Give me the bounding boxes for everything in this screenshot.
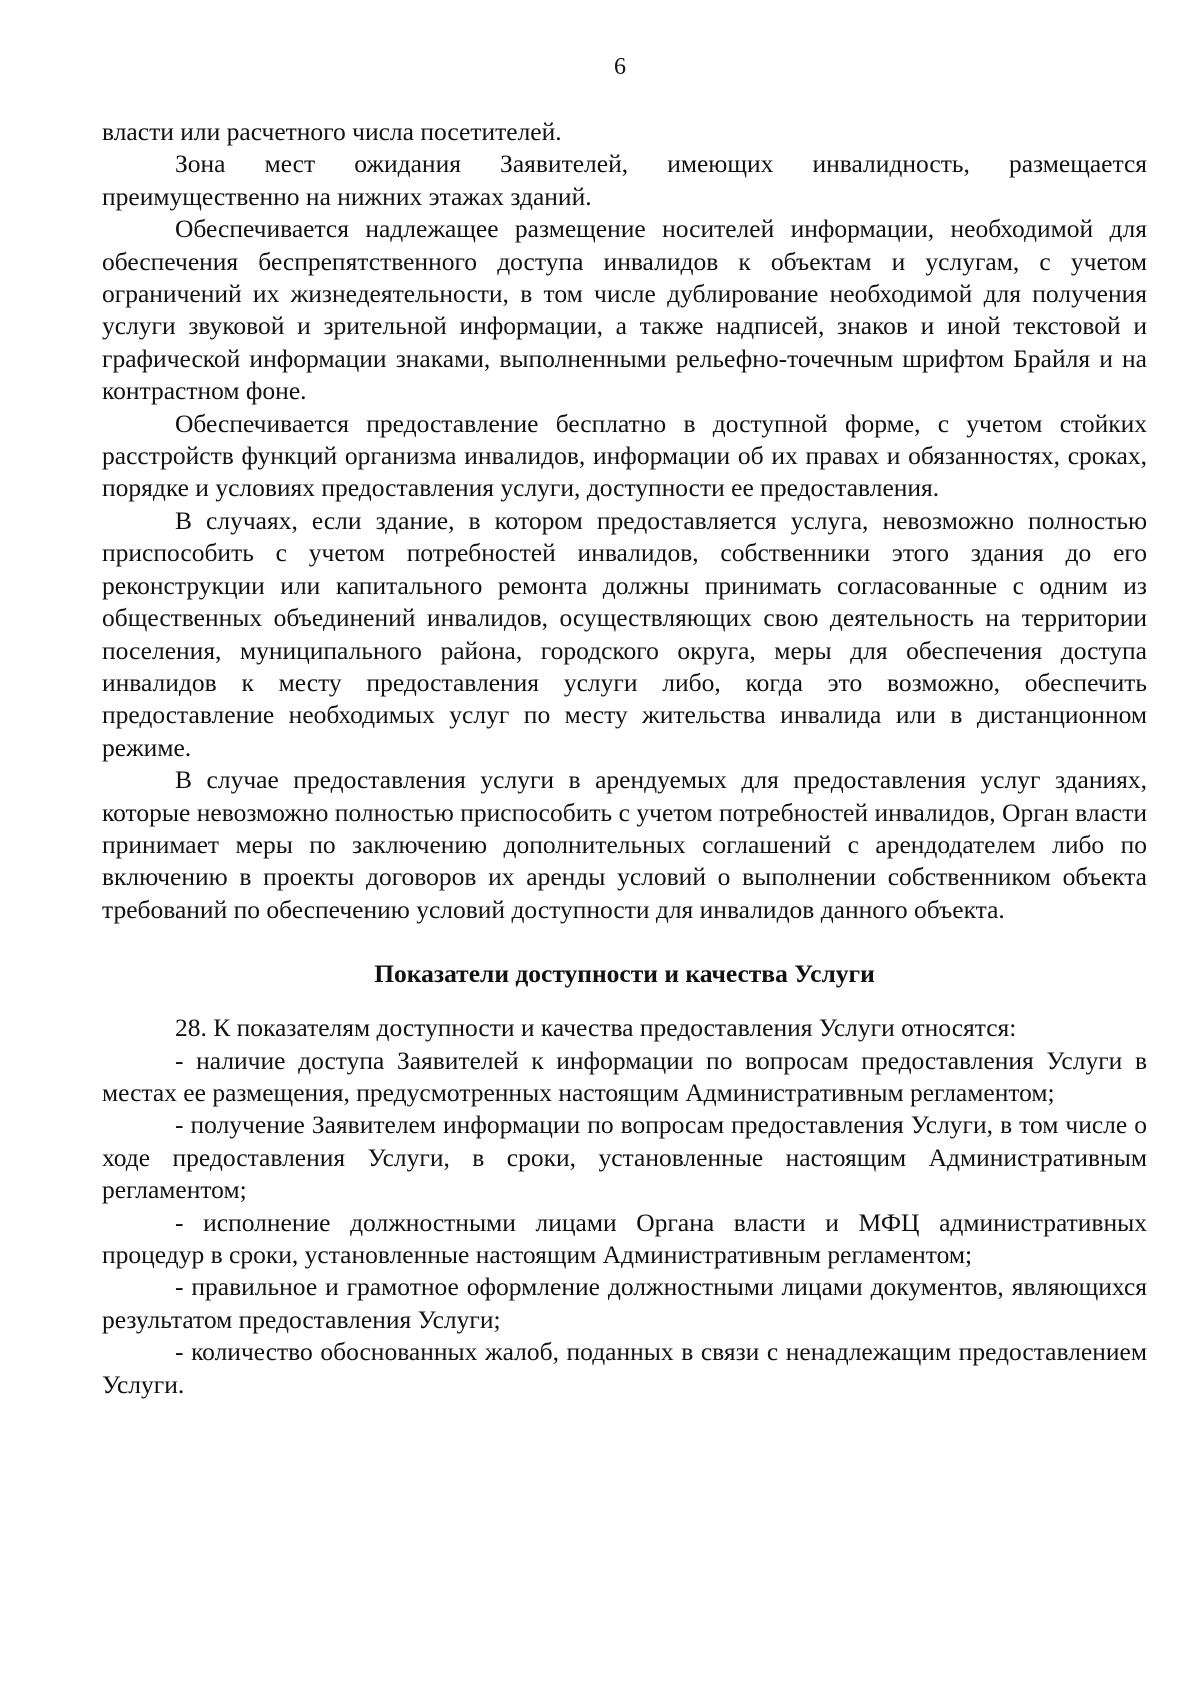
- list-item: - наличие доступа Заявителей к информации по вопросам предоставления Услуги в местах ее размещения, предусмотренных настоящим Административным регламентом;: [102, 1045, 1147, 1107]
- list-item: - правильное и грамотное оформление должностными лицами документов, являющихся результатом предоставления Услуги;: [102, 1272, 1147, 1334]
- paragraph: власти или расчетного числа посетителей.: [102, 117, 562, 146]
- paragraph: В случаях, если здание, в котором предоставляется услуга, невозможно полностью приспособить с учетом потребностей инвалидов, собственники этого здания до его реконструкции или капитального ремонта должны принимать согласованные с одним из общественных объединений инвалидов, осуществляющих свою деятельность на территории поселения, муниципального района, городского округа, меры для обеспечения доступа инвалидов к месту предоставления услуги либо, когда это возможно, обеспечить предоставление необходимых услуг по месту жительства инвалида или в дистанционном режиме.: [102, 505, 1147, 762]
- paragraph: В случае предоставления услуги в арендуемых для предоставления услуг зданиях, которые невозможно полностью приспособить с учетом потребностей инвалидов, Орган власти принимает меры по заключению дополнительных соглашений с арендодателем либо по включению в проекты договоров их аренды условий о выполнении собственником объекта требований по обеспечению условий доступности для инвалидов данного объекта.: [102, 765, 1147, 924]
- section-heading: Показатели доступности и качества Услуги: [374, 959, 875, 989]
- list-item: - исполнение должностными лицами Органа власти и МФЦ административных процедур в сроки, установленные настоящим Административным регламентом;: [102, 1207, 1147, 1269]
- list-item: - количество обоснованных жалоб, поданных в связи с ненадлежащим предоставлением Услуги.: [102, 1337, 1147, 1399]
- paragraph: Обеспечивается надлежащее размещение носителей информации, необходимой для обеспечения беспрепятственного доступа инвалидов к объектам и услугам, с учетом ограничений их жизнедеятельности, в том числе дублирование необходимой для получения услуги звуковой и зрительной информации, а также надписей, знаков и иной текстовой и графической информации знаками, выполненными рельефно-точечным шрифтом Брайля и на контрастном фоне.: [102, 214, 1147, 406]
- paragraph: Обеспечивается предоставление бесплатно в доступной форме, с учетом стойких расстройств функций организма инвалидов, информации об их правах и обязанностях, сроках, порядке и условиях предоставления услуги, доступности ее предоставления.: [102, 408, 1147, 503]
- section-intro: 28. К показателям доступности и качества предоставления Услуги относятся:: [175, 1013, 1017, 1043]
- document-body: [102, 116, 1147, 1401]
- page-number: 6: [614, 54, 626, 80]
- paragraph: Зона мест ожидания Заявителей, имеющих инвалидность, размещается преимущественно на нижних этажах зданий.: [102, 149, 1147, 211]
- list-item: - получение Заявителем информации по вопросам предоставления Услуги, в том числе о ходе предоставления Услуги, в сроки, установленные настоящим Административным регламентом;: [102, 1110, 1147, 1205]
